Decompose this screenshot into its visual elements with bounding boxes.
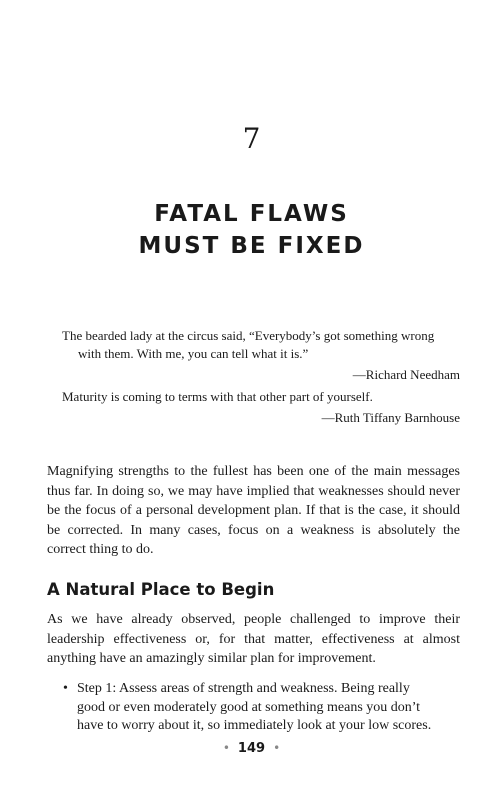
bullet-ornament-icon: • — [222, 741, 230, 755]
list-item-text: Step 1: Assess areas of strength and weakness. Being really good or even moderately good at something means you don’t have to worry about it, so immediately look at your low scores. — [77, 681, 432, 733]
section-paragraph: As we have already observed, people challenged to improve their leadership effectiveness or, for that matter, effectiveness at almost anything have an amazingly similar plan for improvement. — [47, 612, 460, 666]
bullet-icon: • — [63, 681, 68, 696]
page-footer — [0, 741, 503, 756]
intro-paragraph: Magnifying strengths to the fullest has been one of the main messages thus far. In doing so, we may have implied that weaknesses should never be the focus of a personal development plan. If that is the case, it should be corrected. In many cases, focus on a weakness is absolutely the correct thing to do. — [47, 464, 460, 557]
chapter-number: 7 — [242, 122, 261, 155]
chapter-title-line-1: FATAL FLAWS — [154, 201, 349, 227]
epigraph-attribution: —Richard Needham — [352, 367, 460, 382]
chapter-title — [0, 198, 503, 262]
chapter-title-line-2: MUST BE FIXED — [138, 233, 365, 259]
epigraphs — [62, 327, 460, 431]
section-heading: A Natural Place to Begin — [47, 580, 275, 599]
epigraph-attribution: —Ruth Tiffany Barnhouse — [321, 410, 460, 425]
epigraph-quote: Maturity is coming to terms with that other part of yourself. — [62, 389, 373, 404]
page-number: 149 — [237, 741, 266, 756]
bullet-ornament-icon: • — [273, 741, 281, 755]
bullet-list — [47, 680, 460, 736]
epigraph-quote: The bearded lady at the circus said, “Everybody’s got something wrong with them. With me, you can tell what it is.” — [62, 328, 435, 361]
list-item — [47, 680, 460, 736]
